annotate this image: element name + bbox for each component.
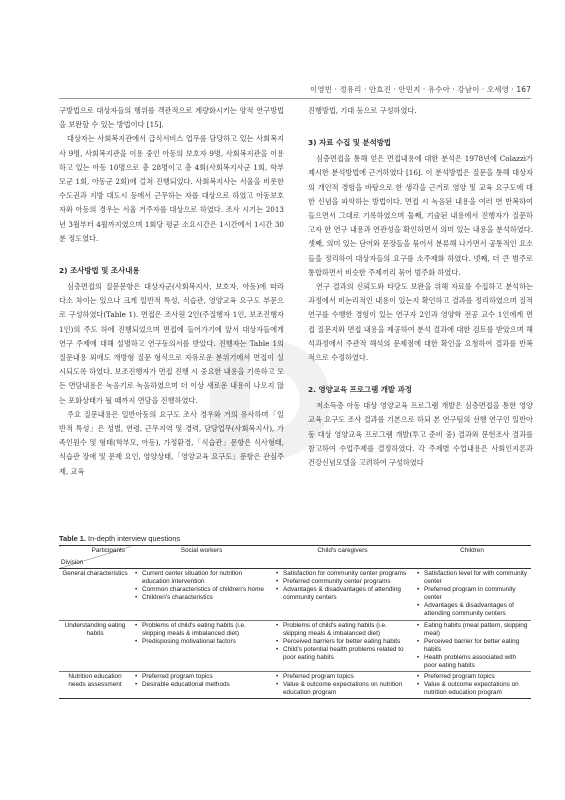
row-division-label: General characteristics (62, 570, 128, 577)
column-header-children: Children (460, 547, 484, 554)
bullet-item: • Health problems associated with poor eating habits (424, 654, 528, 670)
table-cell (131, 620, 272, 672)
table-cell (272, 569, 413, 621)
column-header-caregivers: Child's caregivers (317, 547, 368, 554)
bullet-item: • Predisposing motivational factors (142, 638, 269, 646)
body-paragraph: 진행방법, 기대 등으로 구성하였다. (308, 106, 417, 115)
bullet-item: • Value & outcome expectations on nutrition education program (283, 681, 410, 697)
body-paragraph: 연구 결과의 신뢰도와 타당도 보완을 위해 자료를 수집하고 분석하는 과정에서 비논리적인 내용이 있는지 확인하고 결과를 정리하였으며 질적 연구를 수행한 경험이 있는 연구자 2인과 영양학 전공 교수 1인에게 면접 질문지와 면접 내용을 제공하여 분석 결과에 대한 검토를 받았으며 해석과정에서 주관적 해석의 문제점에 대한 확인을 요청하여 결과를 반복적으로 수정하였다. (308, 282, 533, 363)
body-paragraph: 심층면접의 질문문항은 대상자군(사회복지사, 보호자, 아동)에 따라 다소 차이는 있으나 크게 일반적 특성, 식습관, 영양교육 요구도 부문으로 구성하였다(Table 1). 면접은 조사원 2인(주질행자 1인, 보조진행자 1인)의 주도 하에 진행되었으며 면접에 들어가기에 앞서 대상자들에게 연구 주제에 대해 설명하고 연구동의서를 받았다. 진행자는 Table 1의 질문내용 외에도 개방형 질문 형식으로 자유로운 분위기에서 면접이 실시되도록 하였다. 보조진행자가 면접 진행 시 중요한 내용을 기록하고 모든 면담내용은 녹음기로 녹음하였으며 더 이상 새로운 내용이 나오지 않는 포화상태가 될 때까지 면담을 진행하였다. (59, 282, 284, 405)
bullet-item: • Preferred program in community center (424, 586, 528, 602)
bullet-item: • Preferred program topics (142, 673, 269, 681)
corner-label-participants: Participants (91, 547, 125, 554)
left-column (59, 104, 284, 479)
bullet-item: • Perceived barrier for better eating habits (424, 638, 528, 654)
bullet-item: • Desirable educational methods (142, 681, 269, 689)
corner-label-division: Division (61, 558, 84, 566)
bullet-item: • Child's potential health problems related to poor eating habits (283, 646, 410, 662)
table-cell (131, 569, 272, 621)
body-paragraph: 심층면접을 통해 얻은 면접내용에 대한 분석은 1978년에 Colazzi가 제시한 분석방법에 근거하였다 [16]. 이 분석방법은 질문을 통해 대상자의 개인적 경험을 바탕으로 한 생각을 근거로 영양 및 교육 요구도에 대한 신념을 파악하는 방법이다. 면접 시 녹음된 내용을 여러 번 반복하여 들으면서 그대로 기록하였으며 둘째, 기술된 내용에서 진행자가 질문하고자 한 연구 내용과 연관성을 확인하면서 의미 있는 내용을 분석하였다. 셋째, 의미 있는 단어와 문장들을 묶어서 분류해 나가면서 공통적인 요소들을 정리하여 대상자들의 요구를 소주제화 하였다. 넷째, 더 큰 범주로 통합하면서 비슷한 주제끼리 묶어 범주화 하였다. (308, 154, 533, 277)
column-header-social-workers: Social workers (180, 547, 223, 554)
bullet-item: • Preferred program topics (424, 673, 528, 681)
bullet-item: • Current center situation for nutrition education intervention (142, 570, 269, 586)
table-row (59, 672, 531, 699)
body-paragraph: 주요 질문내용은 일반아동의 요구도 조사 경우와 거의 유사하며「일반적 특성」은 성별, 연령, 근무지역 및 경력, 담당업무(사회복지사), 가족인원수 및 형태(학부모, 아동), 가정환경,「식습관」문항은 식사형태, 식습관 장애 및 문제 요인, 영양상태,「영양교육 요구도」문항은 관심주제, 교육 (59, 409, 284, 476)
header-rule (59, 98, 531, 99)
page-number: 167 (516, 85, 531, 94)
table-corner-cell (59, 546, 131, 569)
bullet-item: • Advantages & disadvantages of attending community centers (283, 586, 410, 602)
row-division-label: Nutrition education needs assessment (68, 673, 122, 689)
bullet-item: • Eating habits (meal pattern, skipping meal) (424, 622, 528, 638)
bullet-list (416, 673, 528, 697)
section-heading: 2. 영양교육 프로그램 개발 과정 (308, 385, 412, 395)
bullet-list (134, 570, 269, 602)
bullet-list (275, 570, 410, 602)
bullet-list (275, 673, 410, 697)
bullet-list (275, 622, 410, 662)
body-paragraph: 저소득층 아동 대상 영양교육 프로그램 개발은 심층면접을 통한 영양교육 요구도 조사 결과를 기본으로 하되 본 연구팀의 선행 연구인 일반아동 대상 영양교육 프로그램 개발(투고 준비 중) 결과와 문헌조사 결과를 참고하여 수업주제를 결정하였다. 각 주제별 수업내용은 사회인지론과 건강신념모델을 고려하여 구성하였다 (308, 401, 533, 468)
table-cell (272, 620, 413, 672)
header-authors: 이영빈 · 정유리 · 안효진 · 안민지 · 유수아 · 강남이 · 오세영 (309, 85, 509, 94)
bullet-item: • Common characteristics of children's home (142, 586, 269, 594)
table-row (59, 620, 531, 672)
bullet-item: • Value & outcome expectations on nutrition education program (424, 681, 528, 697)
bullet-list (134, 622, 269, 646)
table-header-row (59, 546, 531, 569)
bullet-item: • Preferred program topics (283, 673, 410, 681)
bullet-item: • Advantages & disadvantages of attending community centers (424, 602, 528, 618)
row-division-label: Understanding eating habits (64, 621, 126, 637)
table-cell (272, 672, 413, 699)
bullet-list (416, 570, 528, 619)
body-paragraph: 대상자는 사회복지관에서 급식서비스 업무를 담당하고 있는 사회복지사 9명, 사회복지관을 이용 중인 아동의 보호자 9명, 사회복지관을 이용하고 있는 아동 10명으로 총 28명이고 총 4회(사회복지사군 1회, 학부모군 1회, 아동군 2회)에 걸쳐 진행되었다. 사회복지사는 서울을 비롯한 수도권과 지방 대도시 등에서 근무하는 자를 대상으로 하였고 아동보호자와 아동의 경우는 서울 거주자를 대상으로 하였다. 조사 시기는 2013년 3월부터 4월까지였으며 1회당 평균 소요시간은 1시간에서 1시간 30분 정도였다. (59, 134, 284, 243)
body-paragraph: 구방법으로 대상자들의 행위를 객관적으로 계량화시키는 양적 연구방법을 보완할 수 있는 방법이다 [15]. (59, 106, 284, 130)
bullet-item: • Problems of child's eating habits (i.e. skipping meals & imbalanced diet) (283, 622, 410, 638)
bullet-item: • Children's characteristics (142, 594, 269, 602)
table-caption (59, 534, 180, 543)
right-column (308, 104, 533, 470)
table-caption-text: In-depth interview questions (88, 534, 181, 543)
running-header: 이영빈 · 정유리 · 안효진 · 안민지 · 유수아 · 강남이 · 오세영 · 167 (309, 85, 531, 94)
bullet-item: • Satisfaction for community center programs (283, 570, 410, 578)
bullet-item: • Perceived barriers for better eating habits (283, 638, 410, 646)
section-heading: 2) 조사방법 및 조사내용 (59, 266, 140, 276)
table-cell (413, 569, 531, 621)
bullet-item: • Satisfaction level for with community center (424, 570, 528, 586)
table-cell (413, 620, 531, 672)
bullet-list (416, 622, 528, 671)
bullet-item: • Problems of child's eating habits (i.e. skipping meals & imbalanced diet) (142, 622, 269, 638)
bullet-list (134, 673, 269, 689)
table-cell (413, 672, 531, 699)
bullet-item: • Preferred community center programs (283, 578, 410, 586)
table-cell (131, 672, 272, 699)
table-caption-label: Table 1. (59, 534, 86, 543)
section-heading: 3) 자료 수집 및 분석방법 (308, 138, 392, 148)
interview-questions-table (59, 545, 531, 699)
table-row (59, 569, 531, 621)
